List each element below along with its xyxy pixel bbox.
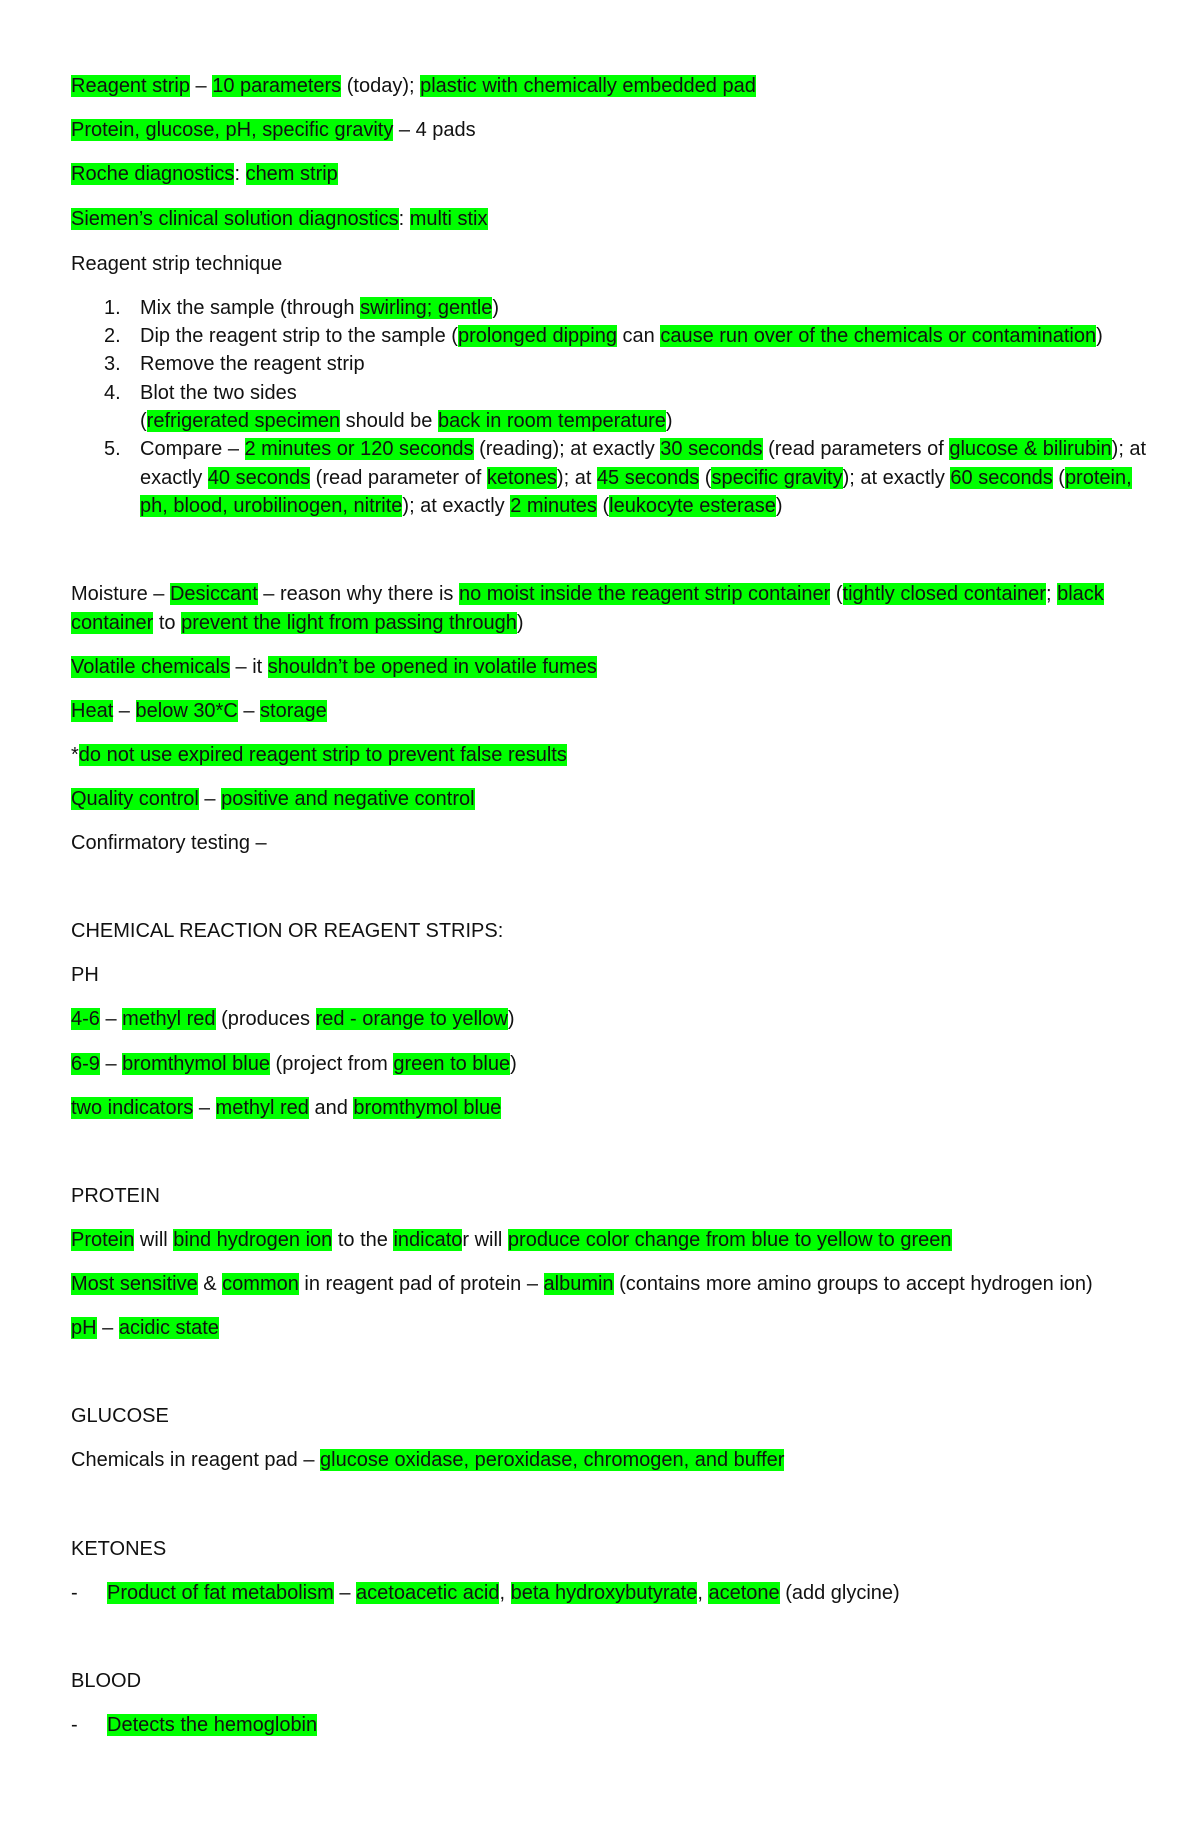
line-expired [71, 741, 567, 769]
text-run: Compare – [140, 438, 245, 460]
text-run: ; [1045, 583, 1058, 605]
text-run: – [198, 788, 222, 810]
text-run: – [193, 1097, 216, 1119]
text-run: * [71, 744, 79, 766]
highlighted-text: Desiccant [169, 583, 258, 605]
highlighted-text: storage [260, 700, 327, 722]
highlighted-text: Product of fat metabolism [107, 1582, 334, 1604]
highlighted-text: Roche diagnostics [71, 163, 235, 185]
highlighted-text: green to blue [393, 1053, 511, 1075]
text-run: ( [830, 583, 843, 605]
highlighted-text: common [222, 1273, 299, 1295]
list-number: 5. [104, 438, 121, 460]
highlighted-text: indicato [393, 1229, 463, 1251]
text-run: – reason why there is [257, 583, 459, 605]
text-run: ( [140, 410, 147, 432]
highlighted-text: pH [71, 1317, 97, 1339]
text-run: can [616, 325, 661, 347]
highlighted-text: 40 seconds [207, 467, 311, 489]
highlighted-text: Protein [71, 1229, 135, 1251]
highlighted-text: glucose & bilirubin [949, 438, 1112, 460]
text-run: exactly [140, 467, 208, 489]
text-run: ( [1052, 467, 1065, 489]
highlighted-text: bind hydrogen ion [173, 1229, 333, 1251]
heading-glucose [71, 1402, 169, 1430]
line-glucose-chemicals [71, 1446, 784, 1474]
highlighted-text: 60 seconds [950, 467, 1053, 489]
bullet-dash: - [71, 1714, 78, 1736]
heading-ketones [71, 1535, 166, 1563]
heading-chemical-reaction [71, 917, 503, 945]
highlighted-text: produce color change from blue to yellow to green [507, 1229, 952, 1251]
list-number: 3. [104, 353, 121, 375]
text-run: (read parameter of [310, 467, 487, 489]
text-run: ) [516, 612, 524, 634]
highlighted-text: beta hydroxybutyrate [510, 1582, 698, 1604]
step-5-cont-1 [140, 464, 1132, 492]
text-run: – [113, 700, 136, 722]
list-number: 4. [104, 382, 121, 404]
list-number: 2. [104, 325, 121, 347]
line-ph-4-6 [71, 1005, 515, 1033]
line-moisture [71, 580, 1104, 608]
text-run: ( [596, 495, 610, 517]
line-ketones [71, 1579, 900, 1607]
highlighted-text: 4-6 [71, 1008, 100, 1030]
highlighted-text: back in room temperature [437, 410, 666, 432]
text-run: – [99, 1053, 123, 1075]
step-5 [104, 435, 1146, 463]
text-run: to [153, 612, 182, 634]
highlighted-text: acetoacetic acid [356, 1582, 500, 1604]
text-run: , [499, 1582, 511, 1604]
text-run: – [333, 1582, 357, 1604]
highlighted-text: red - orange to yellow [315, 1008, 508, 1030]
text-run: Remove the reagent strip [140, 353, 365, 375]
highlighted-text: Most sensitive [71, 1273, 198, 1295]
line-two-indicators [71, 1094, 501, 1122]
heading-blood [71, 1667, 141, 1695]
highlighted-text: leukocyte esterase [609, 495, 776, 517]
text-run: ) [492, 297, 500, 319]
text-run: GLUCOSE [71, 1405, 169, 1427]
line-protein-ph [71, 1314, 219, 1342]
text-run: (contains more amino groups to accept hydrogen ion) [613, 1273, 1093, 1295]
highlighted-text: black [1057, 583, 1104, 605]
text-run: in reagent pad of protein – [298, 1273, 544, 1295]
highlighted-text: shouldn’t be opened in volatile fumes [267, 656, 597, 678]
text-run: PROTEIN [71, 1185, 160, 1207]
heading-ph [71, 961, 99, 989]
text-run: ) [507, 1008, 515, 1030]
bullet-dash: - [71, 1582, 78, 1604]
step-4-note [140, 407, 673, 435]
highlighted-text: two indicators [71, 1097, 194, 1119]
highlighted-text: Volatile chemicals [71, 656, 230, 678]
text-run: r will [462, 1229, 508, 1251]
text-run: Dip the reagent strip to the sample ( [140, 325, 458, 347]
highlighted-text: 10 parameters [212, 75, 342, 97]
step-4 [104, 379, 297, 407]
text-run: – [189, 75, 213, 97]
text-run: ); at [556, 467, 597, 489]
text-run: (produces [215, 1008, 316, 1030]
highlighted-text: glucose oxidase, peroxidase, chromogen, and buffer [320, 1449, 785, 1471]
highlighted-text: methyl red [215, 1097, 309, 1119]
highlighted-text: refrigerated specimen [146, 410, 341, 432]
step-1 [104, 294, 499, 322]
highlighted-text: positive and negative control [221, 788, 475, 810]
text-run: ) [665, 410, 673, 432]
line-confirmatory [71, 829, 267, 857]
highlighted-text: 6-9 [71, 1053, 100, 1075]
text-run: ( [699, 467, 712, 489]
text-run: : [234, 163, 246, 185]
text-run: – 4 pads [393, 119, 476, 141]
highlighted-text: tightly closed container [842, 583, 1046, 605]
step-5-cont-2 [140, 492, 783, 520]
text-run: ); at exactly [842, 467, 951, 489]
text-run: : [398, 208, 410, 230]
highlighted-text: albumin [543, 1273, 614, 1295]
text-run: ); at exactly [402, 495, 511, 517]
text-run: – [96, 1317, 119, 1339]
text-run: PH [71, 964, 99, 986]
highlighted-text: below 30*C [135, 700, 238, 722]
text-run: (project from [270, 1053, 394, 1075]
step-2 [104, 322, 1103, 350]
text-run: , [697, 1582, 709, 1604]
text-run: will [134, 1229, 174, 1251]
line-technique-heading [71, 250, 282, 278]
line-moisture-cont [71, 609, 524, 637]
highlighted-text: Detects the hemoglobin [107, 1714, 318, 1736]
text-run: KETONES [71, 1538, 167, 1560]
text-run: (reading); at exactly [473, 438, 661, 460]
highlighted-text: ketones [486, 467, 557, 489]
line-pads [71, 116, 476, 144]
text-run: Reagent strip technique [71, 253, 283, 275]
highlighted-text: multi stix [409, 208, 488, 230]
highlighted-text: 30 seconds [660, 438, 763, 460]
line-volatile [71, 653, 597, 681]
line-blood [71, 1711, 317, 1739]
highlighted-text: cause run over of the chemicals or contamination [660, 325, 1097, 347]
text-run: Moisture – [71, 583, 170, 605]
highlighted-text: container [71, 612, 154, 634]
text-run: ) [775, 495, 783, 517]
highlighted-text: specific gravity [711, 467, 843, 489]
line-quality-control [71, 785, 475, 813]
highlighted-text: prolonged dipping [457, 325, 617, 347]
text-run: ) [510, 1053, 517, 1075]
highlighted-text: acetone [708, 1582, 780, 1604]
highlighted-text: do not use expired reagent strip to prevent false results [78, 744, 567, 766]
list-number: 1. [104, 297, 121, 319]
highlighted-text: 45 seconds [596, 467, 700, 489]
text-run: & [197, 1273, 223, 1295]
highlighted-text: chem strip [245, 163, 338, 185]
highlighted-text: Quality control [71, 788, 199, 810]
text-run: ) [1096, 325, 1103, 347]
highlighted-text: 2 minutes or 120 seconds [244, 438, 474, 460]
highlighted-text: acidic state [118, 1317, 219, 1339]
text-run: BLOOD [71, 1670, 142, 1692]
highlighted-text: protein, [1064, 467, 1132, 489]
text-run: (add glycine) [779, 1582, 900, 1604]
text-run: Chemicals in reagent pad – [71, 1449, 321, 1471]
highlighted-text: Protein, glucose, pH, specific gravity [71, 119, 394, 141]
highlighted-text: swirling; gentle [360, 297, 493, 319]
highlighted-text: Siemen’s clinical solution diagnostics [71, 208, 399, 230]
text-run: CHEMICAL REACTION OR REAGENT STRIPS: [71, 920, 504, 942]
highlighted-text: ph, blood, urobilinogen, nitrite [140, 495, 403, 517]
line-siemens [71, 205, 488, 233]
highlighted-text: bromthymol blue [122, 1053, 270, 1075]
highlighted-text: methyl red [122, 1008, 216, 1030]
text-run: – [99, 1008, 123, 1030]
text-run: ); at [1111, 438, 1147, 460]
text-run: – [237, 700, 261, 722]
text-run: and [308, 1097, 354, 1119]
line-roche [71, 160, 338, 188]
line-protein-albumin [71, 1270, 1093, 1298]
text-run: to the [332, 1229, 394, 1251]
text-run: Blot the two sides [140, 382, 297, 404]
highlighted-text: 2 minutes [510, 495, 597, 517]
highlighted-text: no moist inside the reagent strip container [458, 583, 831, 605]
line-protein-bind [71, 1226, 952, 1254]
text-run: (today); [341, 75, 421, 97]
text-run: should be [340, 410, 438, 432]
highlighted-text: bromthymol blue [353, 1097, 502, 1119]
text-run: Confirmatory testing – [71, 832, 267, 854]
text-run: Mix the sample (through [140, 297, 361, 319]
highlighted-text: Heat [71, 700, 114, 722]
text-run: (read parameters of [762, 438, 950, 460]
highlighted-text: prevent the light from passing through [181, 612, 517, 634]
step-3 [104, 350, 365, 378]
highlighted-text: Reagent strip [71, 75, 190, 97]
line-ph-6-9 [71, 1050, 517, 1078]
line-heat [71, 697, 327, 725]
heading-protein [71, 1182, 160, 1210]
line-reagent-strip [71, 72, 756, 100]
text-run: – it [229, 656, 268, 678]
highlighted-text: plastic with chemically embedded pad [420, 75, 756, 97]
